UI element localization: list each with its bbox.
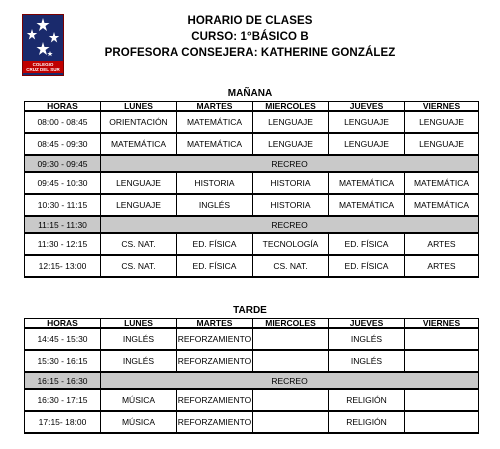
subject-cell: CS. NAT. bbox=[101, 233, 177, 255]
subject-cell: LENGUAJE bbox=[253, 111, 329, 133]
subject-cell: MATEMÁTICA bbox=[177, 133, 253, 155]
subject-cell: INGLÉS bbox=[329, 328, 405, 350]
afternoon-schedule-table bbox=[24, 318, 479, 434]
break-row bbox=[25, 372, 479, 389]
table-row bbox=[25, 255, 479, 277]
subject-cell: LENGUAJE bbox=[253, 133, 329, 155]
subject-cell bbox=[253, 328, 329, 350]
subject-cell: ED. FÍSICA bbox=[329, 255, 405, 277]
subject-cell: LENGUAJE bbox=[405, 111, 479, 133]
column-header: LUNES bbox=[101, 319, 177, 329]
subject-cell: LENGUAJE bbox=[101, 172, 177, 194]
break-row bbox=[25, 155, 479, 172]
table-row bbox=[25, 111, 479, 133]
course-label: CURSO: 1°BÁSICO B bbox=[191, 31, 309, 43]
time-cell: 15:30 - 16:15 bbox=[25, 350, 101, 372]
morning-header-row bbox=[25, 102, 479, 112]
table-row bbox=[25, 411, 479, 433]
table-row bbox=[25, 328, 479, 350]
subject-cell: ARTES bbox=[405, 255, 479, 277]
subject-cell: RELIGIÓN bbox=[329, 389, 405, 411]
morning-schedule-table bbox=[24, 101, 479, 278]
column-header: JUEVES bbox=[329, 319, 405, 329]
subject-cell: ED. FÍSICA bbox=[177, 233, 253, 255]
column-header: JUEVES bbox=[329, 102, 405, 112]
subject-cell bbox=[253, 389, 329, 411]
subject-cell: CS. NAT. bbox=[253, 255, 329, 277]
time-cell: 16:30 - 17:15 bbox=[25, 389, 101, 411]
table-row bbox=[25, 233, 479, 255]
subject-cell: MATEMÁTICA bbox=[101, 133, 177, 155]
subject-cell bbox=[405, 350, 479, 372]
time-cell: 08:45 - 09:30 bbox=[25, 133, 101, 155]
subject-cell: LENGUAJE bbox=[329, 133, 405, 155]
time-cell: 16:15 - 16:30 bbox=[25, 372, 101, 389]
time-cell: 11:15 - 11:30 bbox=[25, 216, 101, 233]
subject-cell: ED. FÍSICA bbox=[177, 255, 253, 277]
teacher-label: PROFESORA CONSEJERA: KATHERINE GONZÁLEZ bbox=[104, 47, 396, 59]
subject-cell bbox=[253, 350, 329, 372]
time-cell: 12:15- 13:00 bbox=[25, 255, 101, 277]
table-row bbox=[25, 350, 479, 372]
subject-cell: LENGUAJE bbox=[101, 194, 177, 216]
subject-cell: TECNOLOGÍA bbox=[253, 233, 329, 255]
subject-cell bbox=[405, 328, 479, 350]
column-header: HORAS bbox=[25, 319, 101, 329]
subject-cell: INGLÉS bbox=[101, 350, 177, 372]
subject-cell: MATEMÁTICA bbox=[405, 194, 479, 216]
subject-cell: MATEMÁTICA bbox=[329, 172, 405, 194]
subject-cell: HISTORIA bbox=[177, 172, 253, 194]
column-header: MARTES bbox=[177, 102, 253, 112]
subject-cell: LENGUAJE bbox=[329, 111, 405, 133]
table-row bbox=[25, 389, 479, 411]
subject-cell: MÚSICA bbox=[101, 411, 177, 433]
column-header: MIERCOLES bbox=[253, 102, 329, 112]
subject-cell: REFORZAMIENTO bbox=[177, 389, 253, 411]
subject-cell: HISTORIA bbox=[253, 172, 329, 194]
break-cell: RECREO bbox=[101, 155, 479, 172]
table-row bbox=[25, 172, 479, 194]
time-cell: 09:30 - 09:45 bbox=[25, 155, 101, 172]
subject-cell: INGLÉS bbox=[101, 328, 177, 350]
time-cell: 11:30 - 12:15 bbox=[25, 233, 101, 255]
column-header: MIERCOLES bbox=[253, 319, 329, 329]
column-header: LUNES bbox=[101, 102, 177, 112]
subject-cell bbox=[405, 389, 479, 411]
break-cell: RECREO bbox=[101, 216, 479, 233]
afternoon-title: TARDE bbox=[233, 305, 267, 316]
subject-cell: ARTES bbox=[405, 233, 479, 255]
subject-cell: REFORZAMIENTO bbox=[177, 350, 253, 372]
subject-cell: RELIGIÓN bbox=[329, 411, 405, 433]
subject-cell: INGLÉS bbox=[329, 350, 405, 372]
column-header: MARTES bbox=[177, 319, 253, 329]
subject-cell: HISTORIA bbox=[253, 194, 329, 216]
morning-title: MAÑANA bbox=[227, 88, 273, 99]
subject-cell: INGLÉS bbox=[177, 194, 253, 216]
column-header: VIERNES bbox=[405, 319, 479, 329]
subject-cell: REFORZAMIENTO bbox=[177, 411, 253, 433]
break-row bbox=[25, 216, 479, 233]
subject-cell bbox=[405, 411, 479, 433]
subject-cell: MATEMÁTICA bbox=[329, 194, 405, 216]
subject-cell: ED. FÍSICA bbox=[329, 233, 405, 255]
subject-cell: MATEMÁTICA bbox=[177, 111, 253, 133]
subject-cell: CS. NAT. bbox=[101, 255, 177, 277]
subject-cell: MATEMÁTICA bbox=[405, 172, 479, 194]
table-row bbox=[25, 194, 479, 216]
column-header: HORAS bbox=[25, 102, 101, 112]
time-cell: 08:00 - 08:45 bbox=[25, 111, 101, 133]
logo-text: COLEGIO CRUZ DEL SUR bbox=[23, 61, 63, 73]
subject-cell: ORIENTACIÓN bbox=[101, 111, 177, 133]
table-row bbox=[25, 133, 479, 155]
time-cell: 10:30 - 11:15 bbox=[25, 194, 101, 216]
time-cell: 14:45 - 15:30 bbox=[25, 328, 101, 350]
break-cell: RECREO bbox=[101, 372, 479, 389]
subject-cell: REFORZAMIENTO bbox=[177, 328, 253, 350]
subject-cell: LENGUAJE bbox=[405, 133, 479, 155]
subject-cell: MÚSICA bbox=[101, 389, 177, 411]
time-cell: 17:15- 18:00 bbox=[25, 411, 101, 433]
time-cell: 09:45 - 10:30 bbox=[25, 172, 101, 194]
schedule-title: HORARIO DE CLASES bbox=[187, 15, 313, 27]
column-header: VIERNES bbox=[405, 102, 479, 112]
afternoon-header-row bbox=[25, 319, 479, 329]
subject-cell bbox=[253, 411, 329, 433]
